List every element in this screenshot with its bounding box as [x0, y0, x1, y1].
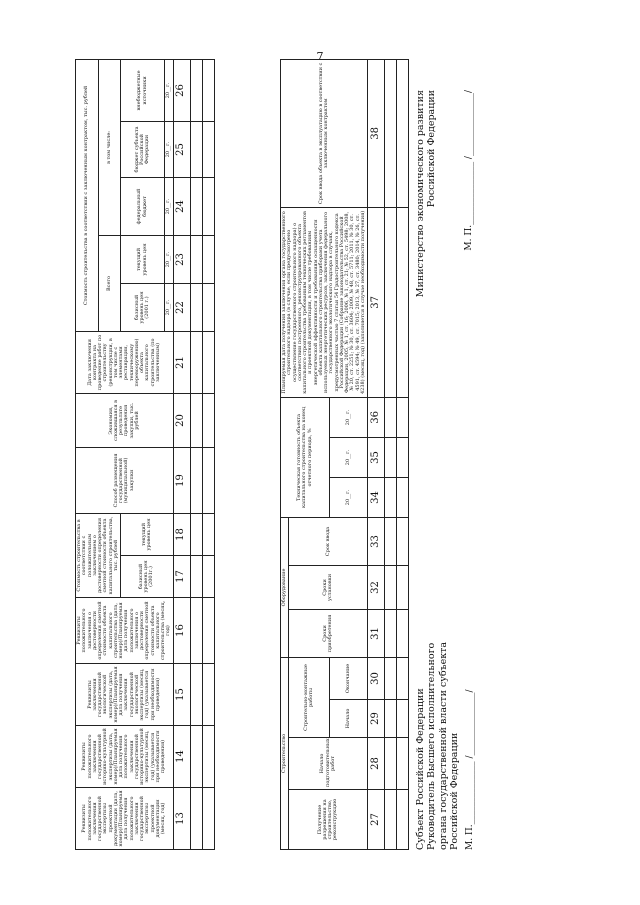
column-number-row: [173, 59, 190, 849]
header-total: Всего: [98, 235, 121, 331]
region-signature-line: М. П.______________ /______________/: [464, 689, 475, 850]
header-c22: базисный уровень цен (2001 г.): [121, 283, 165, 331]
page-number: 7: [316, 50, 324, 63]
empty-data-row: [202, 59, 214, 849]
header-c18: текущий уровень цен: [121, 513, 174, 555]
colnum-24: 24: [173, 177, 190, 235]
ministry-federation-label: Российской Федерации: [426, 90, 438, 208]
header-c20: Экономия, сложившаяся в результате проведения закупки, тыс. рублей: [76, 393, 174, 447]
colnum-26: 26: [173, 59, 190, 121]
column-number-row: [368, 59, 385, 849]
colnum-28: 28: [368, 738, 385, 790]
header-including: в том числе:: [98, 59, 121, 235]
header-c13: Реквизиты положительного заключения государственной экспертизы проектной документации (дата, номер)/Планируемая дата получения положительного заключения государственной экспертизы проектной документации (месяц, год): [76, 788, 174, 850]
signature-block-region: [415, 520, 475, 850]
header-c30: Окончание: [330, 657, 368, 699]
empty-data-row: [397, 59, 409, 849]
colnum-31: 31: [368, 609, 385, 657]
year-c26: 20__г.: [165, 59, 173, 121]
header-c21: Дата заключения контракта на проведение работ по строительству (реконструкции, в том числе с элементами реставрации, техническому перевооружению) объекта капитального строительства (по заключенным): [76, 331, 174, 393]
header-c24: федеральный бюджет: [121, 177, 165, 235]
header-cost-group: Стоимость строительства в соответствии с заключенным контрактом, тыс. рублей: [76, 59, 99, 331]
colnum-33: 33: [368, 517, 385, 565]
year-c35: 20__г.: [330, 437, 368, 477]
colnum-18: 18: [173, 513, 190, 555]
region-head-label: Руководитель Высшего исполнительного: [426, 642, 438, 850]
header-readiness: Техническая готовность объекта капитального строительства на конец отчетного периода, %: [281, 397, 330, 517]
header-c25: бюджет субъекта Российской Федерации: [121, 121, 165, 177]
colnum-27: 27: [368, 790, 385, 850]
header-c26: внебюджетные источники: [121, 59, 165, 121]
header-c27: Получение разрешения на строительство, реконструкцию: [289, 790, 368, 850]
colnum-23: 23: [173, 235, 190, 283]
header-smr: Строительно-монтажные работы: [289, 657, 330, 737]
colnum-22: 22: [173, 283, 190, 331]
colnum-30: 30: [368, 657, 385, 699]
colnum-35: 35: [368, 437, 385, 477]
region-authority-label: органа государственной власти субъекта: [437, 641, 449, 850]
colnum-20: 20: [173, 393, 190, 447]
signature-block-ministry: [415, 90, 475, 420]
header-c19: Способ размещения государственной (муниципальной) закупки: [76, 447, 174, 513]
year-c23: 20__г.: [165, 235, 173, 283]
colnum-19: 19: [173, 447, 190, 513]
year-c25: 20__г.: [165, 121, 173, 177]
header-c33: Срок ввода: [289, 517, 368, 565]
colnum-37: 37: [368, 207, 385, 397]
year-c36: 20__г.: [330, 397, 368, 437]
header-c37: Планируемая дата получения заключения органа государственного строительного надзора (в случае, если предусмотрено осуществление государственного строительного надзора) о соответствии построенного, реконструированного объекта капитального строительства требованиям технических регламентов и проектной документации, в том числе требованиям энергетической эффективности и требованиям оснащенности объекта капитального строительства приборами учета используемых энергетических ресурсов, заключения федерального государственного экологического надзора в случаях, предусмотренных частью 7 статьи 54 Градостроительного кодекса Российской Федерации (Собрание законодательства Российской Федерации, 2005, № 1, ст. 16; 2006, № 1, ст. 21; № 52, ст. 5498; 2008, № 20, ст. 2251; № 30, ст. 3604; 2009, № 48, ст. 5711; 2011, № 30, ст. 4591, ст. 4594; № 49, ст. 7015; 2013, № 27, ст. 3480; 2014, № 26, ст. 4238) (месяц, год) (заполняется в случае необходимости получения): [281, 207, 368, 397]
header-c32: Сроки установки: [289, 565, 368, 609]
colnum-13: 13: [173, 788, 190, 850]
header-c14: Реквизиты положительного заключения государственной историко-культурной экспертизы (дата, номер)/Планируемая дата получения положительного заключения государственной историко-культурной экспертизы (месяц, год) (указывается при необходимости проведения): [76, 726, 174, 788]
year-c22: 20__г.: [165, 283, 173, 331]
colnum-25: 25: [173, 121, 190, 177]
colnum-29: 29: [368, 700, 385, 738]
colnum-17: 17: [173, 556, 190, 598]
rotated-landscape-content: [75, 60, 575, 850]
empty-data-row: [385, 59, 397, 849]
colnum-14: 14: [173, 726, 190, 788]
colnum-36: 36: [368, 397, 385, 437]
colnum-15: 15: [173, 664, 190, 726]
colnum-16: 16: [173, 598, 190, 664]
investment-object-table-part2: [280, 59, 409, 850]
empty-data-row: [190, 59, 202, 849]
colnum-32: 32: [368, 565, 385, 609]
colnum-21: 21: [173, 331, 190, 393]
region-subject-label: Субъект Российской Федерации: [415, 688, 426, 850]
header-c31: Сроки приобретения: [289, 609, 368, 657]
header-c23: текущий уровень цен: [121, 235, 165, 283]
year-c34: 20__г.: [330, 477, 368, 517]
ministry-name-label: Министерство экономического развития: [415, 90, 426, 298]
header-c17: базисный уровень цен (2001г.): [121, 556, 174, 598]
header-c15: Реквизиты заключения государственной экологической экспертизы (дата, номер)/Планируемая дата получения заключения государственной экологической экспертизы (месяц, год) (указывается при необходимости проведения): [76, 664, 174, 726]
region-federation-label: Российской Федерации: [449, 732, 461, 850]
header-c28: Начало подготовительных работ: [289, 738, 368, 790]
header-c38: Срок ввода объекта в эксплуатацию в соответствии с заключенным контрактом: [281, 59, 368, 207]
ministry-signature-line: М. П.______________ /______________/: [463, 90, 474, 251]
header-c29: Начало: [330, 700, 368, 738]
header-c16: Реквизиты положительного заключения о достоверности определения сметной стоимости объекта капитального строительства (дата, номер)/Планируемая дата получения положительного заключения о достоверности определения сметной стоимости объекта капитального строительства (месяц, год): [76, 598, 174, 664]
header-c17-group: Стоимость строительства в соответствии с положительным заключением о достоверности определения сметной стоимости объекта капитального строительства, тыс. рублей: [76, 513, 121, 597]
header-construction: Строительство: [281, 657, 289, 849]
investment-object-table-part1: [75, 59, 215, 850]
year-c24: 20__г.: [165, 177, 173, 235]
colnum-34: 34: [368, 477, 385, 517]
colnum-38: 38: [368, 59, 385, 207]
header-equipment: Оборудование: [281, 517, 289, 657]
